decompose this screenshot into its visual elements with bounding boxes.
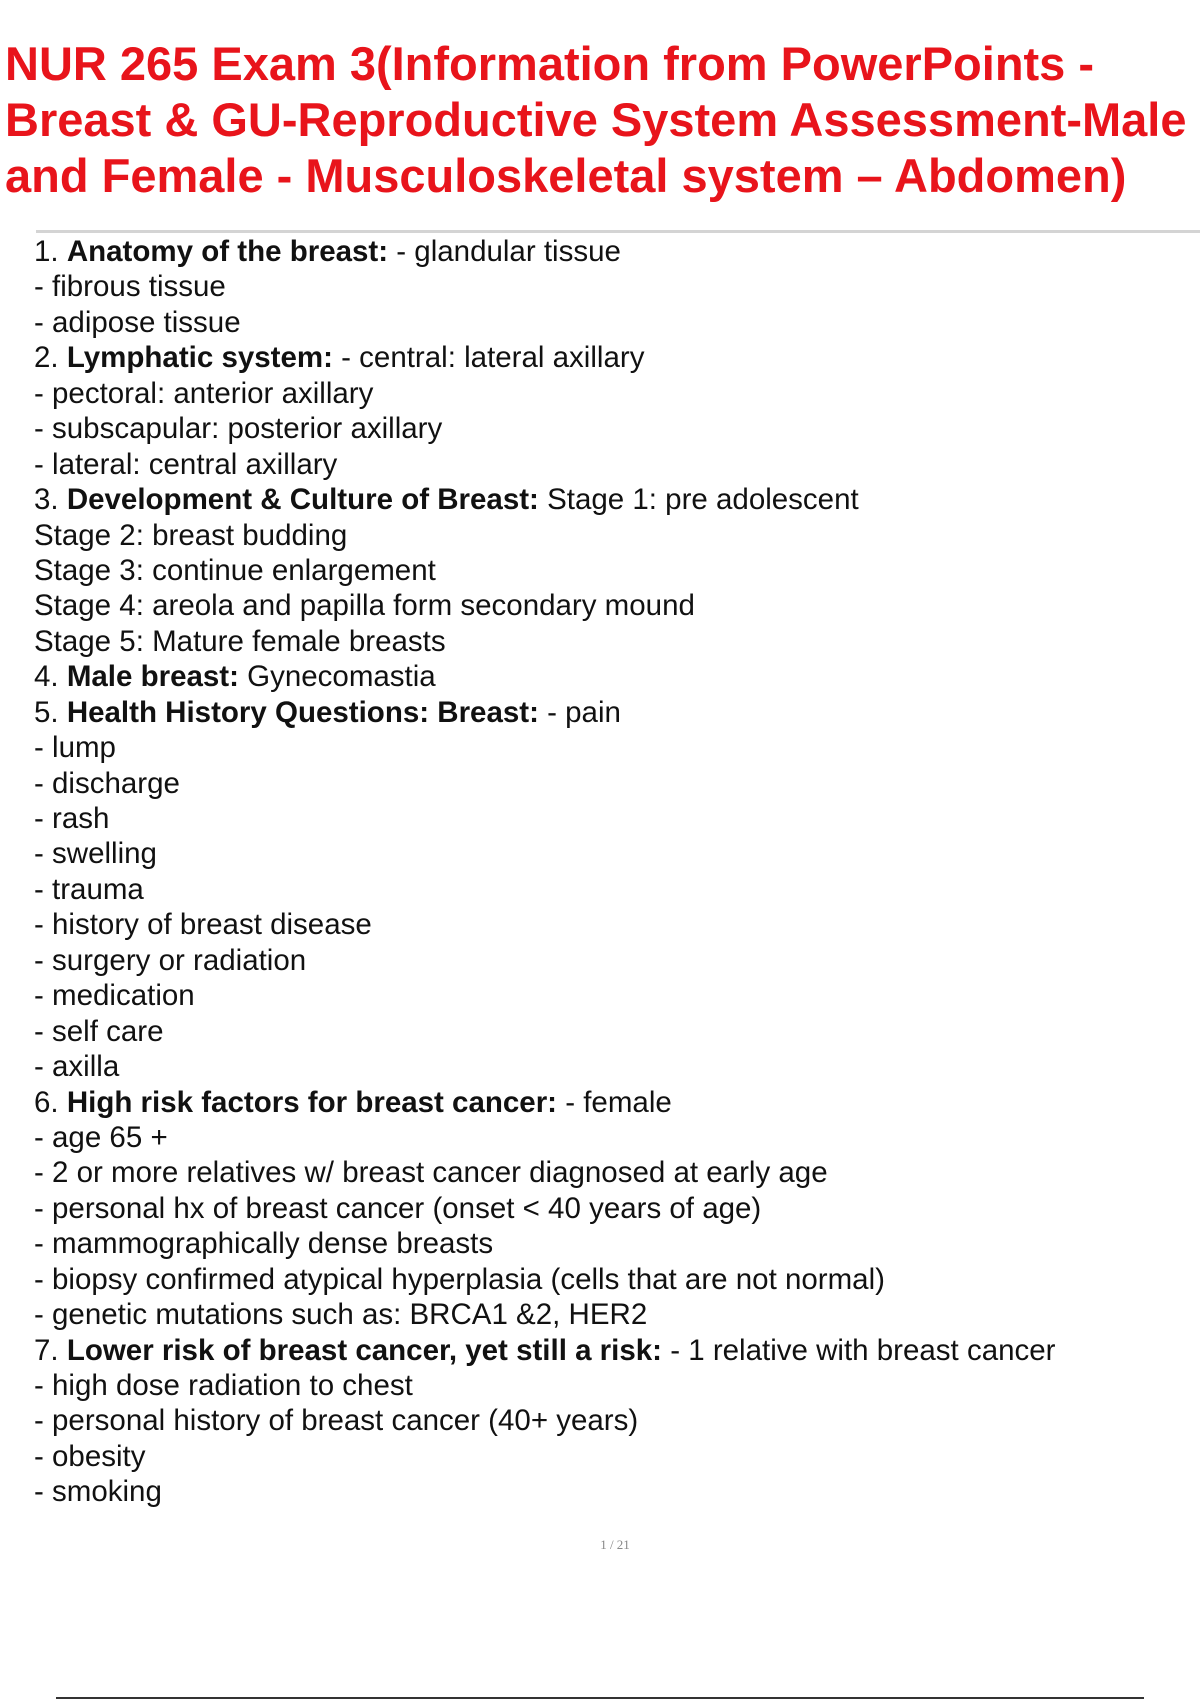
line-text: - pectoral: anterior axillary: [34, 376, 374, 410]
section-heading: Lower risk of breast cancer, yet still a risk:: [66, 1333, 662, 1367]
list-item: [34, 872, 1194, 907]
section-heading: High risk factors for breast cancer:: [66, 1085, 558, 1119]
line-text: Stage 1: pre adolescent: [538, 483, 859, 517]
line-text: - personal hx of breast cancer (onset < 40 years of age): [34, 1191, 762, 1225]
list-item: [34, 766, 1194, 801]
list-item: [34, 553, 1194, 588]
list-item: [34, 907, 1194, 942]
line-text: - personal history of breast cancer (40+ years): [34, 1404, 639, 1438]
section-heading: Anatomy of the breast:: [66, 235, 389, 268]
title-line: NUR 265 Exam 3(Information from PowerPoints -: [5, 37, 1095, 90]
list-item: [34, 447, 1194, 482]
line-text: - axilla: [34, 1050, 120, 1084]
list-item: [34, 836, 1194, 871]
page-bottom-rule: [56, 1697, 1144, 1699]
list-item: [34, 943, 1194, 978]
line-text: - female: [557, 1085, 672, 1119]
list-item: [34, 588, 1194, 623]
list-item: [34, 411, 1194, 446]
line-text: - 1 relative with breast cancer: [662, 1333, 1056, 1367]
list-item: [34, 376, 1194, 411]
section-line: [34, 1333, 1194, 1368]
list-item: [34, 1120, 1194, 1155]
list-item: [34, 624, 1194, 659]
section-number: 1.: [34, 235, 67, 268]
line-text: - history of breast disease: [34, 908, 372, 942]
list-item: [34, 1226, 1194, 1261]
section-number: 6.: [34, 1085, 67, 1119]
section-number: 3.: [34, 483, 67, 517]
line-text: - fibrous tissue: [34, 270, 226, 304]
list-item: [34, 801, 1194, 836]
line-text: - high dose radiation to chest: [34, 1369, 413, 1402]
title-divider: [36, 230, 1200, 233]
section-number: 2.: [34, 341, 67, 375]
list-item: [34, 305, 1194, 340]
line-text: - glandular tissue: [388, 235, 621, 268]
list-item: [34, 978, 1194, 1013]
line-text: - lateral: central axillary: [34, 447, 338, 481]
list-item: [34, 518, 1194, 553]
line-text: - adipose tissue: [34, 305, 241, 339]
document-title: [5, 36, 1200, 204]
line-text: - genetic mutations such as: BRCA1 &2, HER2: [34, 1298, 648, 1332]
line-text: - age 65 +: [34, 1120, 168, 1154]
line-text: Stage 5: Mature female breasts: [34, 624, 446, 658]
line-text: - self care: [34, 1014, 164, 1048]
list-item: [34, 1368, 1194, 1403]
line-text: - trauma: [34, 872, 144, 906]
section-line: [34, 659, 1194, 694]
title-line: Breast & GU-Reproductive System Assessment-Male: [5, 93, 1187, 146]
list-item: [34, 1439, 1194, 1474]
line-text: - lump: [34, 731, 116, 765]
section-heading: Development & Culture of Breast:: [66, 483, 539, 517]
line-text: - 2 or more relatives w/ breast cancer diagnosed at early age: [34, 1156, 828, 1190]
section-line: [34, 234, 1194, 269]
section-line: [34, 1085, 1194, 1120]
list-item: [34, 1403, 1194, 1438]
line-text: - subscapular: posterior axillary: [34, 412, 443, 446]
section-number: 4.: [34, 660, 67, 694]
line-text: - rash: [34, 802, 110, 835]
list-item: [34, 269, 1194, 304]
line-text: - surgery or radiation: [34, 943, 307, 977]
line-text: - pain: [538, 695, 621, 729]
section-line: [34, 340, 1194, 375]
list-item: [34, 1297, 1194, 1332]
line-text: - discharge: [34, 766, 180, 800]
line-text: - smoking: [34, 1475, 162, 1509]
line-text: Stage 4: areola and papilla form secondary mound: [34, 589, 695, 623]
section-heading: Health History Questions: Breast:: [66, 695, 539, 729]
line-text: - biopsy confirmed atypical hyperplasia (cells that are not normal): [34, 1262, 885, 1296]
list-item: [34, 1049, 1194, 1084]
page-number: 1 / 21: [600, 1537, 630, 1552]
section-line: [34, 695, 1194, 730]
line-text: - obesity: [34, 1439, 146, 1473]
notes-body: [34, 234, 1194, 1510]
section-number: 5.: [34, 695, 67, 729]
list-item: [34, 1191, 1194, 1226]
section-heading: Lymphatic system:: [66, 341, 333, 375]
line-text: Gynecomastia: [238, 660, 436, 694]
line-text: - central: lateral axillary: [332, 341, 645, 375]
list-item: [34, 1262, 1194, 1297]
section-heading: Male breast:: [66, 660, 239, 694]
list-item: [34, 730, 1194, 765]
list-item: [34, 1155, 1194, 1190]
title-line: and Female - Musculoskeletal system – Abdomen): [5, 149, 1127, 202]
line-text: - medication: [34, 979, 195, 1013]
list-item: [34, 1474, 1194, 1509]
line-text: Stage 3: continue enlargement: [34, 553, 436, 587]
line-text: - mammographically dense breasts: [34, 1227, 494, 1261]
list-item: [34, 1014, 1194, 1049]
line-text: - swelling: [34, 837, 157, 871]
line-text: Stage 2: breast budding: [34, 518, 348, 552]
section-number: 7.: [34, 1333, 67, 1367]
section-line: [34, 482, 1194, 517]
